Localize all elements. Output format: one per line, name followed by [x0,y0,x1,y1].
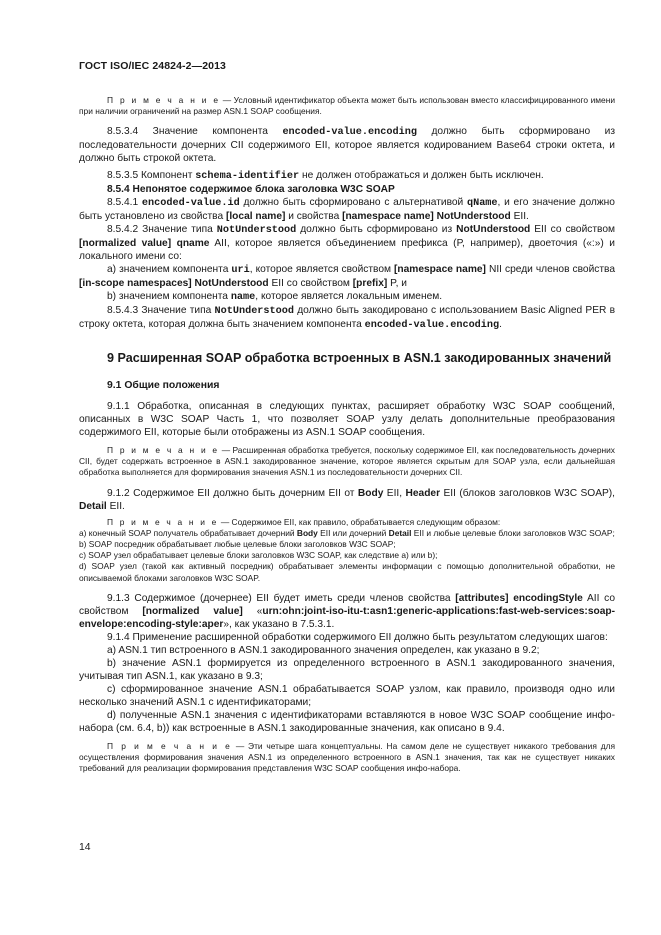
paragraph-8-5-4-3: 8.5.4.3 Значение типа NotUnderstood должно быть закодировано с использованием Basic Aligned PER в строку октета, которая должна быть значением компонента encoded-value.encoding. [79,305,615,332]
paragraph-8-5-3-5: 8.5.3.5 Компонент schema-identifier не должен отображаться и должен быть исключен. [107,170,544,183]
note-paragraph: П р и м е ч а н и е — Условный идентификатор объекта может быть использован вместо классифицированного имени при наличии ограничений на размер ASN.1 SOAP сообщения. [79,95,615,117]
section-heading-9: 9 Расширенная SOAP обработка встроенных в ASN.1 закодированных значений [107,351,612,366]
list-item-a: а) значением компонента uri, которое является свойством [namespace name] NII среди членов свойства [in-scope namespaces] NotUnderstood EII со свойством [prefix] P, и [79,264,615,290]
paragraph-9-1-1: 9.1.1 Обработка, описанная в следующих пунктах, расширяет обработку W3C SOAP сообщений, описанных в W3C SOAP Часть 1, что позволяет SOAP узлу делать дополнительные преобразования содержимого EII, которые были отображены из ASN.1 SOAP сообщения. [79,400,615,438]
note-list-item-d: d) SOAP узел (такой как активный посредник) обрабатывает элементы информации с помощью дополнительной обработки, не описываемой блоками заголовков W3C SOAP. [79,561,615,583]
paragraph-9-1-4: 9.1.4 Применение расширенной обработки содержимого EII должно быть результатом следующих шагов: [107,631,608,643]
paragraph-8-5-3-4: 8.5.3.4 Значение компонента encoded-value.encoding должно быть сформировано из последовательности дочерних CII содержимого EII, которое является кодированием Base64 строки октета, и должно быть строкой октета. [79,126,616,165]
section-heading-8-5-4: 8.5.4 Непонятое содержимое блока заголовка W3C SOAP [107,184,395,196]
step-a: a) ASN.1 тип встроенного в ASN.1 закодированного значения определен, как указано в 9.2; [107,644,540,656]
step-d: d) полученные ASN.1 значения с идентификаторами вставляются в новое W3C SOAP сообщение инфо-набора (см. 6.4, b)) как встроенные в ASN.1 закодированные значения, как описано в 9.4. [79,709,615,734]
page-number: 14 [79,842,91,853]
page-header: ГОСТ ISO/IEC 24824-2—2013 [79,60,226,72]
paragraph-9-1-2: 9.1.2 Содержимое EII должно быть дочерним EII от Body EII, Header EII (блоков заголовков W3C SOAP), Detail EII. [79,487,616,512]
section-heading-9-1: 9.1 Общие положения [107,379,220,391]
paragraph-8-5-4-2: 8.5.4.2 Значение типа NotUnderstood должно быть сформировано из NotUnderstood EII со свойством [normalized value] qname AII, которое является объединением префикса (P, например), двоеточия («:») и локального имени со: [79,224,615,263]
step-c: c) сформированное значение ASN.1 обрабатывается SOAP узлом, как правило, производя одно или несколько значений ASN.1 с идентификаторами; [79,683,615,708]
note-list-item-b: b) SOAP посредник обрабатывает любые целевые блоки заголовков W3C SOAP; [79,538,396,549]
note-paragraph: П р и м е ч а н и е — Эти четыре шага концептуальны. На самом деле не существует никакого требования для осуществления формирования значения ASN.1 из определенного встроенного в ASN.1 значения, так как не существует никаких требований для реализации формирования представления W3C SOAP сообщения инфо-набора. [79,740,616,774]
step-b: b) значение ASN.1 формируется из определенного встроенного в ASN.1 закодированного значения, учитывая тип ASN.1, как указано в 9.3; [79,657,615,682]
note-paragraph: П р и м е ч а н и е — Расширенная обработка требуется, поскольку содержимое EII, как последовательность дочерних CII, будет содержать встроенное в ASN.1 закодированное значение, которое является скрытым для SOAP узла, если дальнейшая обработка выполняется для формирования значения ASN.1 из последовательности дочерних CII. [79,444,615,478]
paragraph-9-1-3: 9.1.3 Содержимое (дочернее) EII будет иметь среди членов свойства [attributes] encodingStyle AII со свойством [normalized value] «urn:ohn:joint-iso-itu-t:asn1:generic-applications:fast-web-services:soap-envelope:encoding-style:aper», как указано в 7.5.3.1. [79,592,615,630]
note-list-item-a: а) конечный SOAP получатель обрабатывает дочерний Body EII или дочерний Detail EII и любые целевые блоки заголовков W3C SOAP; [79,527,615,538]
list-item-b: b) значением компонента name, которое является локальным именем. [107,291,443,304]
paragraph-8-5-4-1: 8.5.4.1 encoded-value.id должно быть сформировано с альтернативой qName, и его значение должно быть установлено из свойства [local name] и свойства [namespace name] NotUnderstood EII. [79,197,615,223]
note-list-item-c: c) SOAP узел обрабатывает целевые блоки заголовков W3C SOAP, как следствие a) или b); [79,550,438,561]
document-body [79,95,615,774]
note-paragraph: П р и м е ч а н и е — Содержимое EII, как правило, обрабатывается следующим образом: [107,516,501,527]
